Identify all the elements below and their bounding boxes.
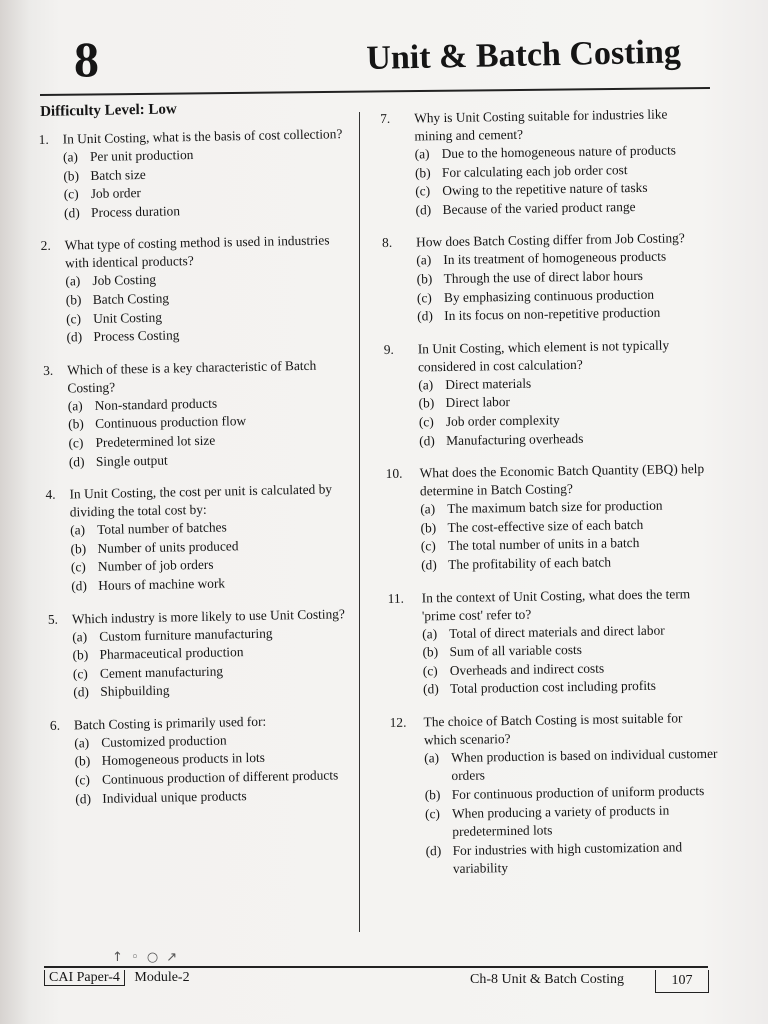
page-number: 107 [655, 970, 709, 993]
answer-option [426, 838, 721, 880]
option-list [65, 267, 348, 347]
option-letter: (d) [421, 557, 437, 573]
option-list [70, 516, 353, 596]
question-text: In the context of Unit Costing, what does the term 'prime cost' refer to? [421, 585, 691, 623]
option-text: By emphasizing continuous production [443, 286, 655, 305]
option-letter: (d) [422, 681, 439, 697]
option-text: For industries with high customization and variability [452, 839, 683, 877]
question-item [382, 229, 711, 327]
option-letter: (a) [424, 750, 440, 766]
option-list [63, 143, 346, 223]
option-letter: (b) [424, 787, 441, 803]
option-letter: (d) [425, 842, 442, 859]
option-list [422, 620, 717, 699]
option-text: Job order complexity [445, 412, 560, 429]
option-text: Owing to the repetitive nature of tasks [442, 179, 648, 199]
option-letter: (d) [63, 205, 80, 221]
column-divider [359, 112, 360, 932]
option-letter: (c) [416, 289, 432, 306]
answer-option [417, 303, 711, 326]
question-number: 8. [381, 235, 393, 251]
option-text: Batch Costing [92, 290, 170, 307]
option-text: Continuous production of different products [101, 767, 339, 787]
answer-option [75, 785, 357, 809]
option-list [415, 141, 710, 220]
question-stem [384, 336, 713, 377]
option-letter: (b) [72, 647, 89, 663]
option-list [418, 372, 713, 451]
option-letter: (d) [419, 432, 435, 448]
option-text: Predetermined lot size [95, 432, 216, 450]
option-text: The cost-effective size of each batch [447, 516, 644, 535]
option-text: Due to the homogeneous nature of products [441, 142, 677, 162]
answer-option [419, 427, 713, 450]
option-letter: (a) [422, 625, 438, 641]
option-text: Hours of machine work [98, 575, 226, 593]
option-letter: (a) [62, 149, 79, 165]
question-stem [389, 709, 718, 750]
option-text: Job order [90, 185, 142, 202]
question-number: 3. [42, 362, 54, 378]
option-letter: (b) [68, 416, 84, 432]
handwritten-scribble: ↑ ◦ ○ ↗ [112, 950, 180, 965]
option-letter: (c) [422, 662, 438, 679]
difficulty-label: Difficulty Level: Low [39, 101, 177, 120]
question-text: Why is Unit Costing suitable for industries like mining and cement? [414, 106, 668, 144]
question-text: In Unit Costing, what is the basis of cost collection? [62, 126, 343, 147]
question-item [384, 336, 714, 452]
option-text: Pharmaceutical production [99, 644, 244, 663]
answer-option [71, 572, 353, 596]
option-list [420, 496, 715, 575]
question-item [39, 125, 347, 223]
option-letter: (b) [65, 292, 82, 308]
option-text: Job Costing [92, 272, 157, 289]
answer-option [66, 323, 348, 347]
option-text: Total production cost including profits [449, 678, 657, 697]
question-text: What does the Economic Batch Quantity (EBQ) help determine in Batch Costing? [419, 461, 705, 499]
option-text: In its focus on non-repetitive production [444, 304, 661, 324]
option-text: Custom furniture manufacturing [99, 625, 273, 644]
question-text: What type of costing method is used in industries with identical products? [64, 232, 330, 271]
option-list [72, 623, 355, 703]
option-letter: (d) [68, 453, 85, 470]
question-item [388, 584, 718, 700]
option-letter: (a) [418, 376, 434, 393]
option-text: For continuous production of uniform products [451, 783, 705, 803]
question-number: 10. [385, 465, 403, 482]
option-letter: (b) [63, 167, 80, 184]
option-letter: (c) [68, 435, 84, 451]
option-letter: (b) [70, 540, 87, 557]
option-letter: (b) [422, 644, 439, 660]
option-letter: (a) [420, 501, 436, 517]
option-list [74, 729, 357, 809]
option-text: Continuous production flow [95, 413, 247, 432]
option-text: Number of job orders [97, 557, 214, 575]
option-letter: (d) [66, 329, 83, 345]
option-text: When production is based on individual customer orders [451, 745, 718, 784]
option-letter: (a) [416, 252, 432, 268]
question-stem [388, 584, 717, 625]
option-letter: (a) [74, 735, 90, 751]
option-letter: (d) [75, 790, 92, 807]
question-number: 1. [38, 131, 49, 147]
footer-divider [44, 966, 708, 968]
option-letter: (a) [70, 522, 86, 538]
option-text: Through the use of direct labor hours [443, 267, 644, 286]
option-text: Single output [95, 452, 168, 469]
option-text: Homogeneous products in lots [101, 750, 266, 769]
question-stem [43, 356, 350, 398]
answer-option [64, 199, 346, 223]
question-stem [45, 480, 352, 522]
option-letter: (d) [71, 578, 88, 594]
answer-option [423, 676, 717, 699]
question-number: 9. [383, 341, 394, 357]
option-letter: (c) [424, 805, 441, 822]
option-list [416, 247, 711, 326]
option-list [424, 745, 720, 880]
question-item [45, 480, 353, 596]
answer-option [69, 448, 351, 472]
question-number: 2. [40, 238, 51, 254]
question-item [380, 105, 710, 221]
question-number: 11. [387, 590, 405, 606]
answer-option [425, 800, 720, 842]
option-letter: (b) [414, 164, 431, 181]
question-text: How does Batch Costing differ from Job Costing? [415, 230, 685, 250]
option-text: Direct labor [445, 394, 511, 411]
header-divider [40, 87, 710, 96]
option-text: Manufacturing overheads [446, 430, 584, 448]
option-text: When producing a variety of products in predetermined lots [451, 802, 670, 840]
answer-option [424, 745, 719, 787]
question-number: 12. [389, 714, 407, 730]
answer-option [415, 197, 709, 220]
left-column [38, 98, 358, 823]
question-stem [41, 231, 348, 273]
option-text: Direct materials [445, 375, 532, 392]
option-letter: (c) [65, 310, 82, 327]
option-text: Because of the varied product range [442, 198, 636, 217]
option-letter: (b) [416, 271, 433, 287]
option-text: Overheads and indirect costs [449, 660, 605, 678]
option-letter: (b) [74, 753, 91, 769]
option-text: In its treatment of homogeneous products [443, 248, 667, 268]
option-text: The profitability of each batch [448, 554, 612, 572]
question-list-right [380, 105, 720, 880]
option-text: Process Costing [93, 327, 180, 345]
option-letter: (c) [74, 772, 91, 788]
option-letter: (c) [72, 665, 88, 682]
question-list-left [39, 125, 358, 809]
option-letter: (d) [415, 201, 432, 218]
question-item [41, 231, 349, 347]
option-letter: (c) [63, 186, 79, 202]
option-text: Cement manufacturing [99, 663, 224, 681]
question-number: 6. [49, 717, 61, 733]
option-letter: (c) [70, 559, 86, 575]
question-number: 7. [380, 110, 391, 126]
option-text: Non-standard products [94, 395, 218, 413]
chapter-title: Unit & Batch Costing [365, 33, 682, 77]
question-number: 5. [47, 611, 59, 627]
option-text: Total number of batches [97, 519, 227, 538]
option-text: Process duration [90, 203, 181, 220]
question-item [48, 605, 356, 703]
option-text: The maximum batch size for production [447, 497, 663, 517]
option-letter: (a) [414, 146, 430, 162]
option-text: For calculating each job order cost [441, 161, 628, 180]
option-text: Individual unique products [102, 787, 247, 806]
question-item [43, 356, 351, 472]
footer-left [44, 970, 190, 986]
option-text: Number of units produced [97, 537, 239, 556]
option-letter: (a) [72, 628, 88, 644]
option-letter: (b) [418, 395, 435, 411]
option-letter: (d) [73, 684, 90, 700]
option-text: Shipbuilding [100, 682, 170, 700]
footer-chapter: Ch-8 Unit & Batch Costing [470, 972, 624, 987]
right-column [380, 105, 720, 894]
question-item [386, 460, 716, 576]
option-list [68, 392, 351, 472]
question-text: In Unit Costing, which element is not typically considered in cost calculation? [417, 337, 670, 375]
chapter-number: 8 [74, 31, 99, 87]
question-text: Which of these is a key characteristic of Batch Costing? [66, 357, 317, 396]
footer-paper: CAI Paper-4 [44, 970, 125, 986]
question-text: In Unit Costing, the cost per unit is calculated by dividing the total cost by: [69, 481, 333, 520]
option-letter: (a) [67, 397, 83, 414]
option-letter: (b) [420, 519, 437, 536]
question-stem [380, 105, 709, 146]
question-item [389, 709, 720, 880]
option-text: Unit Costing [92, 309, 163, 326]
answer-option [421, 552, 715, 575]
option-text: The total number of units in a batch [447, 535, 640, 554]
option-text: Batch size [90, 166, 146, 183]
option-text: Total of direct materials and direct labor [449, 622, 665, 641]
question-text: The choice of Batch Costing is most suitable for which scenario? [423, 710, 683, 748]
question-item [50, 711, 358, 809]
option-text: Per unit production [89, 147, 194, 165]
option-letter: (c) [415, 183, 431, 199]
question-text: Which industry is more likely to use Unit Costing? [71, 605, 345, 626]
option-text: Sum of all variable costs [449, 641, 583, 660]
question-text: Batch Costing is primarily used for: [73, 713, 267, 733]
question-number: 4. [45, 486, 56, 503]
option-letter: (c) [418, 414, 434, 430]
option-letter: (a) [65, 273, 81, 289]
option-letter: (d) [417, 308, 433, 324]
question-stem [386, 460, 715, 501]
answer-option [73, 678, 355, 702]
option-letter: (c) [420, 538, 436, 554]
option-text: Customized production [101, 732, 227, 750]
footer-module: Module-2 [134, 970, 190, 985]
